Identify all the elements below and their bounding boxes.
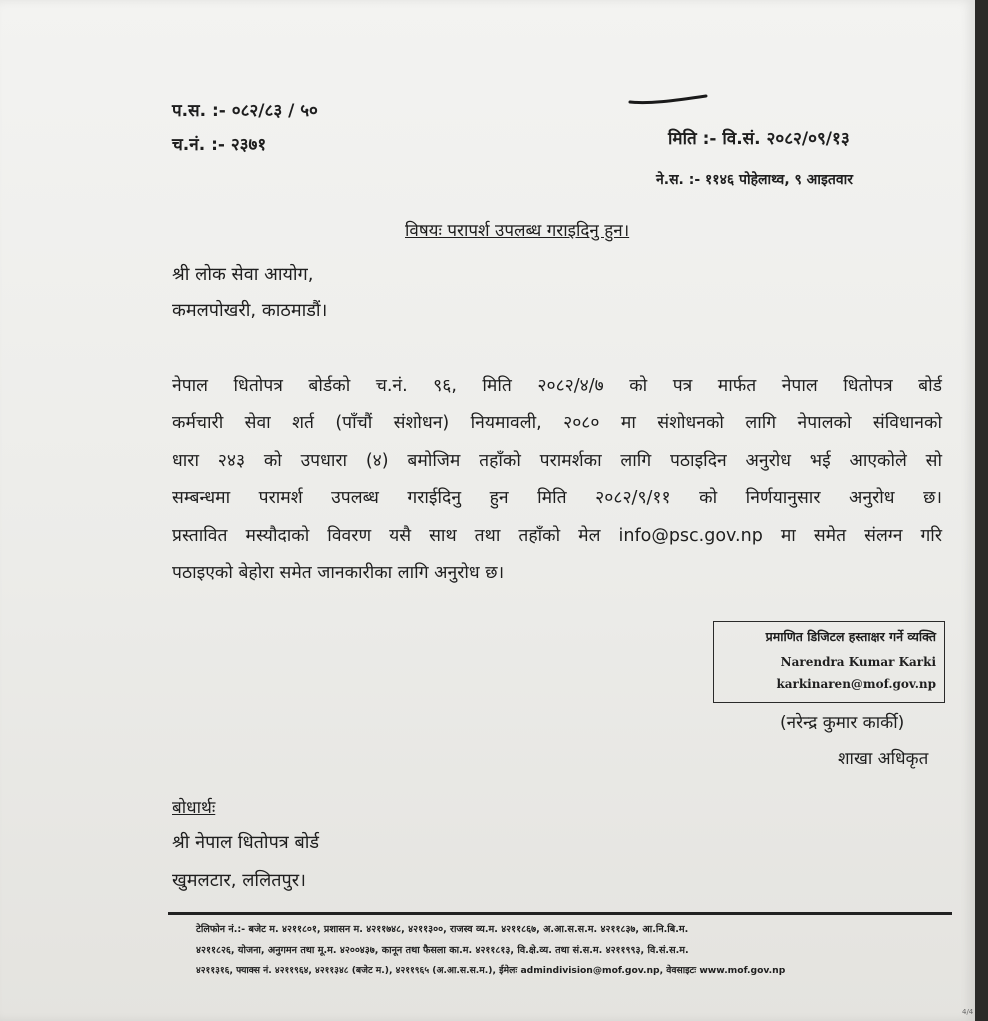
- page-number: 4/4: [962, 1008, 974, 1016]
- signature-box-name: Narendra Kumar Karki: [780, 655, 936, 669]
- digital-signature-box: [713, 621, 945, 703]
- body-line: धारा २४३ को उपधारा (४) बमोजिम तहाँको परामर्शका लागि पठाइदिन अनुरोध भई आएकोले सो: [172, 450, 942, 471]
- cc-label: बोधार्थः: [172, 798, 216, 818]
- body-line: पठाइएको बेहोरा समेत जानकारीका लागि अनुरोध छ।: [172, 563, 505, 584]
- signature-box-title: प्रमाणित डिजिटल हस्ताक्षर गर्ने व्यक्ति: [765, 629, 936, 644]
- reference-number: प.स. :- ०८२/८३ / ५०: [172, 101, 318, 121]
- cc-recipient: श्री नेपाल धितोपत्र बोर्ड: [172, 832, 320, 853]
- subject-line: विषयः परापर्श उपलब्ध गराइदिनु हुन।: [405, 221, 630, 241]
- footer-contact-line: टेलिफोन नं.:- बजेट म. ४२११८०१, प्रशासन म. ४२११७४८, ४२११३००, राजस्व व्य.म. ४२११८६७, अ.आ.स.स.म. ४२११८३७, आ.नि.बि.म.: [196, 924, 689, 935]
- body-line: नेपाल धितोपत्र बोर्डको च.नं. ९६, मिति २०८२/४/७ को पत्र मार्फत नेपाल धितोपत्र बोर्ड: [172, 376, 942, 396]
- signer-name: (नरेन्द्र कुमार कार्की): [780, 713, 905, 733]
- footer-contact-line: ४२११८२६, योजना, अनुगमन तथा मू.म. ४२००४३७, कानून तथा फैसला का.म. ४२११८१३, वि.क्षे.व्य. तथा सं.स.म. ४२११९९३, वि.सं.स.म.: [196, 945, 689, 956]
- pen-mark-icon: [628, 92, 708, 108]
- footer-divider: [168, 912, 952, 915]
- addressee-name: श्री लोक सेवा आयोग,: [172, 264, 314, 285]
- footer-contact-line: ४२११३१६, फ्याक्स नं. ४२११९६४, ४२११३४८ (बजेट म.), ४२११९६५ (अ.आ.स.स.म.), ईमेलः admindivision@mof.gov.np, वेवसाइटः www.mof.gov.np: [196, 965, 786, 976]
- body-line: प्रस्तावित मस्यौदाको विवरण यसै साथ तथा तहाँको मेल info@psc.gov.np मा समेत संलग्न गरि: [172, 525, 942, 546]
- signer-designation: शाखा अधिकृत: [838, 749, 929, 769]
- body-line: कर्मचारी सेवा शर्त (पाँचौं संशोधन) नियमावली, २०८० मा संशोधनको लागि नेपालको संविधानको: [172, 413, 942, 434]
- nepal-sambat-date: ने.स. :- ११४६ पोहेलाथ्व, ९ आइतवार: [656, 172, 853, 188]
- letter-body: [172, 368, 942, 592]
- dispatch-number: च.नं. :- २३७१: [172, 135, 267, 155]
- signature-box-email: karkinaren@mof.gov.np: [776, 677, 936, 691]
- letter-date: मिति :- वि.सं. २०८२/०९/१३: [668, 129, 850, 149]
- body-line: सम्बन्धमा परामर्श उपलब्ध गराईदिनु हुन मिति २०८२/९/११ को निर्णयानुसार अनुरोध छ।: [172, 488, 942, 509]
- cc-address: खुमलटार, ललितपुर।: [172, 870, 306, 891]
- addressee-address: कमलपोखरी, काठमाडौं।: [172, 300, 328, 321]
